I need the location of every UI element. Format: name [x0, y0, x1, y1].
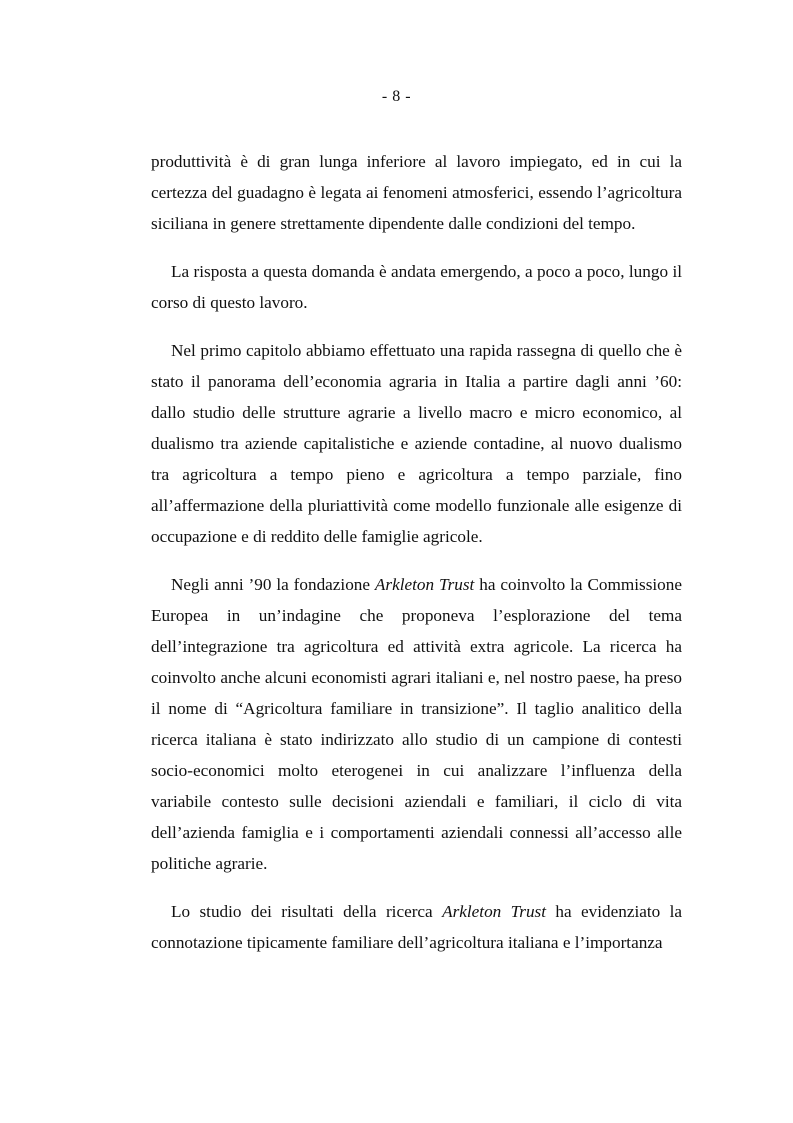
paragraph-research-question: La risposta a questa domanda è andata emergendo, a poco a poco, lungo il corso di questo lavoro.: [151, 262, 682, 312]
paragraph-text-after: ha coinvolto la Commissione Europea in un’indagine che proponeva l’esplorazione del tema dell’integrazione tra agricoltura ed attività extra agricole. La ricerca ha coinvolto anche alcuni economisti agrari italiani e, nel nostro paese, ha preso il nome di “Agricoltura familiare in transizione”. Il taglio analitico della ricerca italiana è stato indirizzato allo studio di un campione di contesti socio-economici molto eterogenei in cui analizzare l’influenza della variabile contesto sulle decisioni aziendali e familiari, il ciclo di vita dell’azienda famiglia e i comportamenti aziendali connessi all’accesso alle politiche agrarie.: [151, 575, 682, 873]
paragraph-arkleton-trust-research: [151, 569, 682, 879]
paragraph-first-chapter: Nel primo capitolo abbiamo effettuato una rapida rassegna di quello che è stato il panorama dell’economia agraria in Italia a partire dagli anni ’60: dallo studio delle strutture agrarie a livello macro e micro economico, al dualismo tra aziende capitalistiche e aziende contadine, al nuovo dualismo tra agricoltura a tempo pieno e agricoltura a tempo parziale, fino all’affermazione della pluriattività come modello funzionale alle esigenze di occupazione e di reddito delle famiglie agricole.: [151, 341, 682, 546]
paragraph-text-before: Negli anni ’90 la fondazione: [171, 575, 375, 594]
paragraph-text-after: ha evidenziato la connotazione tipicamente familiare dell’agricoltura italiana e l’importanza: [151, 902, 683, 952]
body-text: [151, 146, 682, 975]
paragraph-continuation: produttività è di gran lunga inferiore al lavoro impiegato, ed in cui la certezza del guadagno è legata ai fenomeni atmosferici, essendo l’agricoltura siciliana in genere strettamente dipendente dalle condizioni del tempo.: [151, 152, 682, 233]
paragraph-text-before: Lo studio dei risultati della ricerca: [171, 902, 443, 921]
page-number: - 8 -: [381, 88, 412, 105]
foundation-name-emphasis: Arkleton Trust: [374, 575, 475, 594]
paragraph-research-results: [151, 896, 682, 958]
foundation-name-emphasis: Arkleton Trust: [442, 902, 547, 921]
